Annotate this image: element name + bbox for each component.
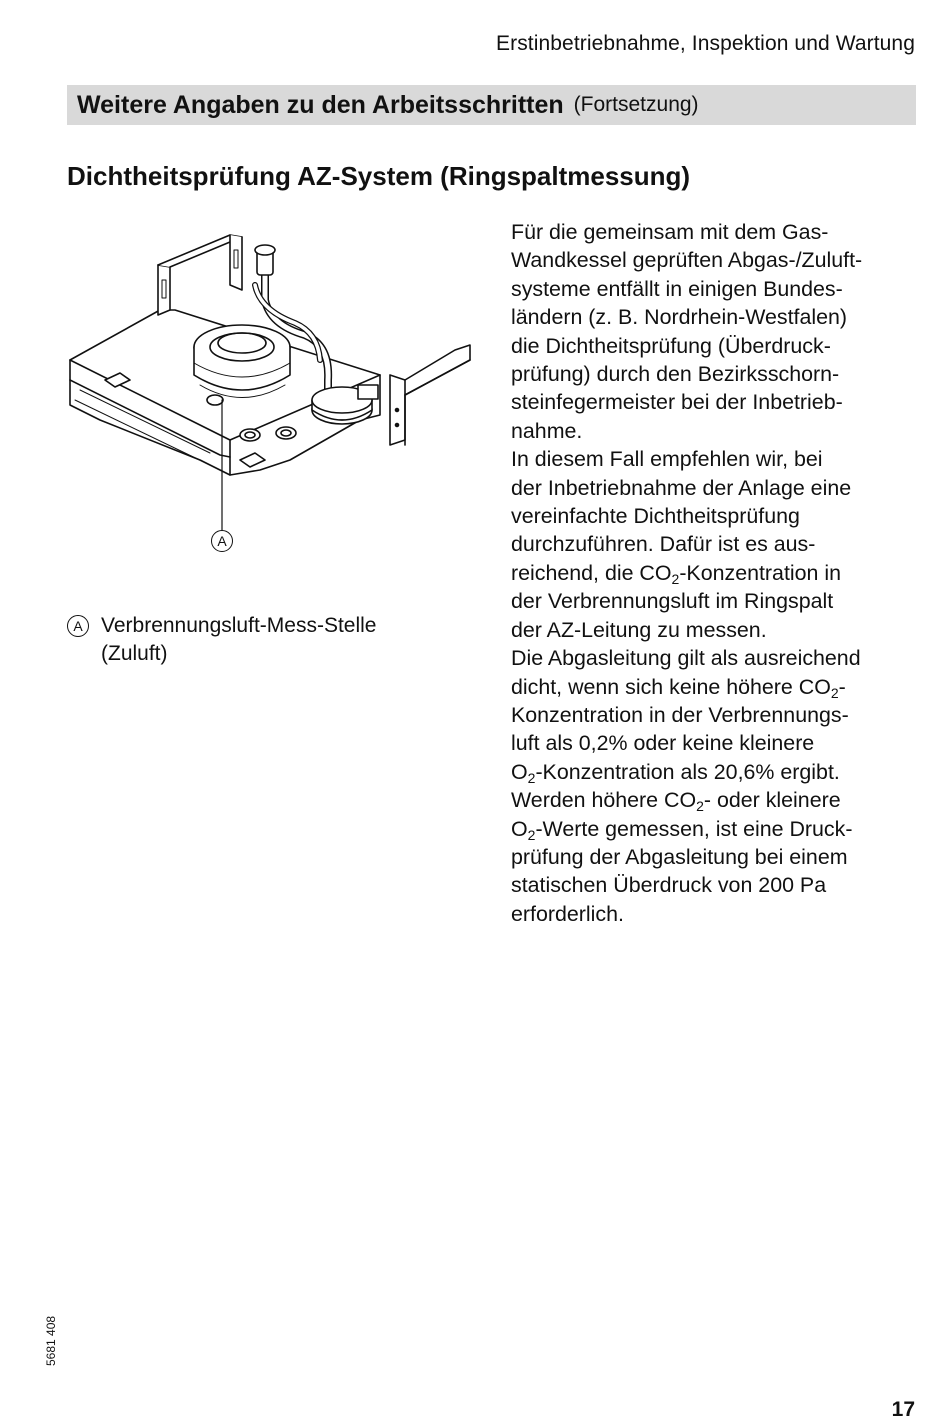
section-title-bar <box>67 85 916 125</box>
subscript: 2 <box>696 798 704 815</box>
subscript: 2 <box>527 826 536 843</box>
text-line: luft als 0,2% oder keine kleinere <box>511 731 815 756</box>
text-line: der Verbrennungsluft im Ringspalt <box>511 589 834 614</box>
text-line: Werden höhere CO <box>511 788 697 813</box>
legend-text <box>101 612 376 668</box>
running-header: Erstinbetriebnahme, Inspektion und Wartung <box>496 32 915 55</box>
text-line: statischen Überdruck von 200 Pa <box>511 873 827 898</box>
text-line: In diesem Fall empfehlen wir, bei <box>511 447 823 472</box>
text-line: Wandkessel geprüften Abgas-/Zuluft- <box>511 248 863 273</box>
section-subtitle: (Fortsetzung) <box>573 93 699 116</box>
section-title: Weitere Angaben zu den Arbeitsschritten <box>77 90 564 119</box>
left-frame-post <box>158 265 170 315</box>
text-line: steinfegermeister bei der Inbetrieb- <box>511 390 843 415</box>
subscript: 2 <box>671 570 680 587</box>
text-line: -Konzentration in <box>679 560 842 585</box>
text-line: nahme. <box>511 418 583 443</box>
right-frame <box>390 345 470 445</box>
text-line: der AZ-Leitung zu messen. <box>511 617 767 642</box>
text-line: vereinfachte Dichtheitsprüfung <box>511 504 800 529</box>
text-line: dicht, wenn sich keine höhere CO <box>511 674 831 699</box>
subsection-heading: Dichtheitsprüfung AZ-System (Ringspaltmessung) <box>67 161 691 191</box>
text-line: Konzentration in der Verbrennungs- <box>511 702 849 727</box>
text-line: - oder kleinere <box>703 788 841 813</box>
legend-line: (Zuluft) <box>101 642 168 665</box>
legend-line: Verbrennungsluft-Mess-Stelle <box>101 614 377 637</box>
text-line: O <box>511 759 528 784</box>
body-text <box>511 218 921 928</box>
text-line: Die Abgasleitung gilt als ausreichend <box>511 646 861 671</box>
paragraph <box>511 644 921 786</box>
document-number: 5681 408 <box>44 1315 58 1366</box>
text-line: - <box>838 674 846 699</box>
text-line: reichend, die CO <box>511 560 672 585</box>
legend-letter: A <box>67 615 89 637</box>
text-line: erforderlich. <box>511 901 624 926</box>
paragraph <box>511 445 921 644</box>
text-line: prüfung) durch den Bezirksschorn- <box>511 362 840 387</box>
subscript: 2 <box>830 684 839 701</box>
text-line: durchzuführen. Dafür ist es aus- <box>511 532 816 557</box>
callout-letter: A <box>217 533 227 549</box>
text-line: Für die gemeinsam mit dem Gas- <box>511 220 829 244</box>
paragraph <box>511 218 921 445</box>
text-line: -Konzentration als 20,6% ergibt. <box>535 759 840 784</box>
text-line: O <box>511 816 528 841</box>
subscript: 2 <box>527 769 536 786</box>
text-line: -Werte gemessen, ist eine Druck- <box>535 816 853 841</box>
text-line: systeme entfällt in einigen Bundes- <box>511 276 843 301</box>
paragraph <box>511 786 921 928</box>
figure-legend <box>67 612 467 668</box>
boiler-figure <box>60 215 480 560</box>
callout-a <box>211 530 233 552</box>
text-line: prüfung der Abgasleitung bei einem <box>511 844 848 869</box>
text-line: der Inbetriebnahme der Anlage eine <box>511 475 852 500</box>
page-number: 17 <box>891 1398 915 1421</box>
text-line: die Dichtheitsprüfung (Überdruck- <box>511 333 831 358</box>
text-line: ländern (z. B. Nordrhein-Westfalen) <box>511 305 848 330</box>
